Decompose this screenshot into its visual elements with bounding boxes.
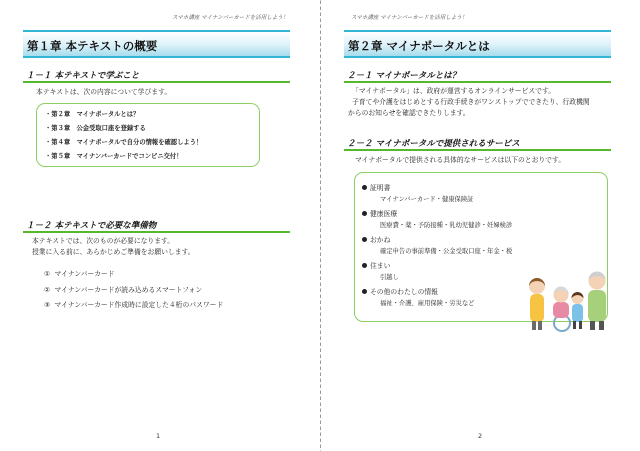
document-page-1 bbox=[0, 0, 319, 451]
contents-box bbox=[36, 103, 260, 167]
chapter-title: 第２章 マイナポータルとは bbox=[348, 39, 490, 53]
grandmother-figure bbox=[553, 287, 570, 332]
section-heading-1-2 bbox=[23, 218, 290, 233]
requirement-item bbox=[44, 299, 223, 309]
service-detail: 引越し bbox=[380, 274, 399, 281]
bullet-icon bbox=[362, 289, 367, 294]
service-title: 証明書 bbox=[370, 184, 391, 192]
running-header: スマホ講座 マイナンバーカードを活用しよう！ bbox=[172, 15, 289, 21]
requirement-number: ③ bbox=[44, 301, 51, 309]
bullet-icon bbox=[362, 185, 367, 190]
service-detail: マイナンバーカード・健康保険証 bbox=[380, 196, 474, 203]
section-heading-text: １－１ 本テキストで学ぶこと bbox=[26, 71, 140, 81]
requirement-number: ① bbox=[44, 270, 51, 278]
contents-item: ・第５章 マイナンバーカードでコンビニ交付！ bbox=[45, 153, 183, 160]
contents-item: ・第２章 マイナポータルとは？ bbox=[45, 111, 140, 118]
service-title: その他のわたしの情報 bbox=[370, 288, 438, 296]
page-number: 2 bbox=[478, 432, 483, 440]
service-title: 健康医療 bbox=[370, 210, 398, 218]
page-number: 1 bbox=[156, 432, 161, 440]
description-line: 「マイナポータル」は、政府が運営するオンラインサービスです。 bbox=[352, 87, 556, 95]
contents-item: ・第４章 マイナポータルで自分の情報を確認しよう！ bbox=[45, 139, 203, 146]
requirement-text: マイナンバーカード bbox=[54, 270, 115, 278]
contents-item: ・第３章 公金受取口座を登録する bbox=[45, 125, 146, 132]
chapter-heading-bar bbox=[344, 30, 611, 58]
requirement-number: ② bbox=[44, 286, 51, 294]
service-detail: 福祉・介護、雇用保険・労災など bbox=[380, 300, 475, 307]
requirement-text: マイナンバーカードが読み込めるスマートフォン bbox=[54, 286, 203, 294]
chapter-title: 第１章 本テキストの概要 bbox=[27, 39, 158, 53]
requirements-line: 授業に入る前に、あらかじめご準備をお願いします。 bbox=[32, 248, 195, 256]
requirement-item bbox=[44, 268, 115, 278]
bullet-icon bbox=[362, 211, 367, 216]
bullet-icon bbox=[362, 263, 367, 268]
service-title: 住まい bbox=[370, 262, 391, 270]
requirement-item bbox=[44, 284, 202, 294]
section-heading-text: ２－２ マイナポータルで提供されるサービス bbox=[347, 139, 520, 149]
requirements-line: 本テキストでは、次のものが必要になります。 bbox=[32, 237, 175, 245]
description-line: 子育てや介護をはじめとする行政手続きがワンストップでできたり、行政機関 bbox=[352, 98, 590, 106]
section-heading-2-1 bbox=[344, 68, 611, 83]
section-heading-1-1 bbox=[23, 68, 290, 83]
woman-figure bbox=[529, 278, 545, 330]
chapter-heading-bar bbox=[23, 30, 290, 58]
section-heading-text: １－２ 本テキストで必要な準備物 bbox=[26, 221, 157, 231]
service-detail: 医療費・薬・予防接種・乳幼児健診・妊婦検診 bbox=[380, 222, 513, 229]
document-page-2 bbox=[321, 0, 640, 451]
child-figure bbox=[572, 292, 584, 329]
running-header: スマホ講座 マイナンバーカードを活用しよう！ bbox=[351, 15, 468, 21]
requirement-text: マイナンバーカード作成時に設定した４桁のパスワード bbox=[54, 301, 224, 309]
service-title: おかね bbox=[370, 236, 391, 244]
service-detail: 確定申告の事前準備・公金受取口座・年金・税 bbox=[380, 248, 513, 255]
grandfather-figure bbox=[588, 272, 606, 331]
description-line: からのお知らせを確認できたりします。 bbox=[348, 109, 470, 117]
section-heading-text: ２－１ マイナポータルとは？ bbox=[347, 71, 461, 81]
services-intro: マイナポータルで提供される具体的なサービスは以下のとおりです。 bbox=[355, 156, 566, 164]
bullet-icon bbox=[362, 237, 367, 242]
family-illustration bbox=[526, 264, 616, 332]
section-intro-text: 本テキストは、次の内容について学びます。 bbox=[36, 88, 172, 96]
section-heading-2-2 bbox=[344, 136, 611, 151]
